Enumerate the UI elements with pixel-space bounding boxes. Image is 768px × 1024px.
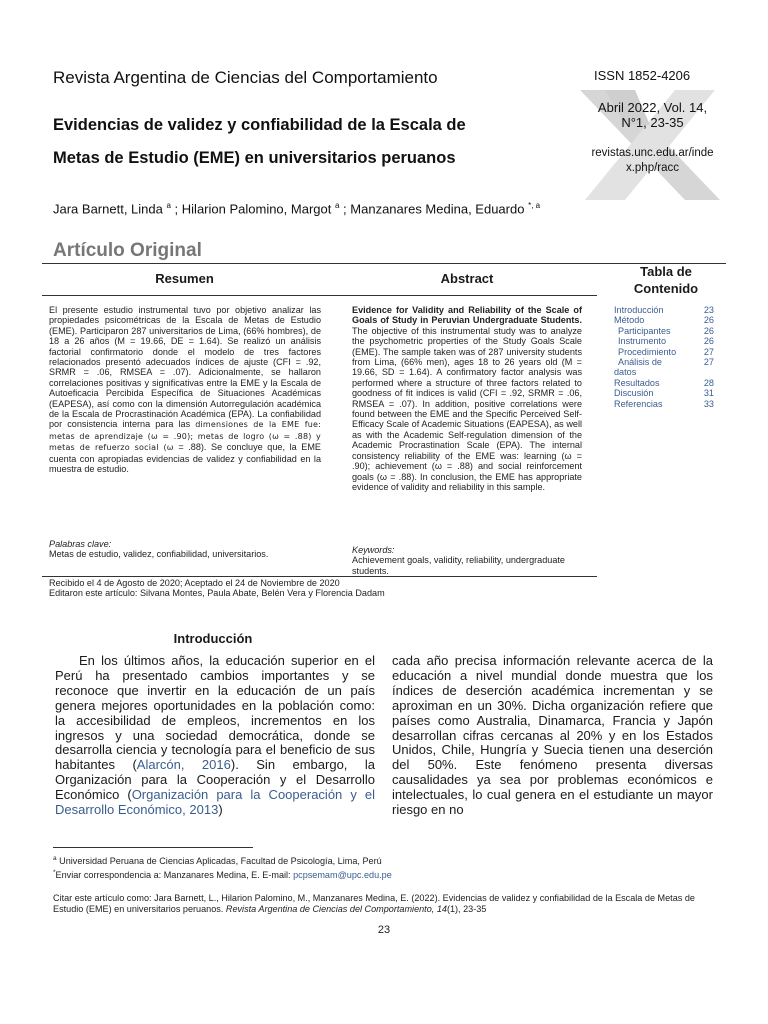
affiliation-mark: a bbox=[53, 855, 57, 862]
resumen-text bbox=[49, 305, 321, 475]
correspondence-footnote bbox=[53, 867, 713, 881]
correspondence-text: Enviar correspondencia a: Manzanares Medina, E. E-mail: bbox=[55, 870, 294, 881]
received-accepted: Recibido el 4 de Agosto de 2020; Aceptado el 24 de Noviembre de 2020 bbox=[49, 578, 340, 588]
toc-item-page: 31 bbox=[703, 388, 714, 399]
palabras-clave bbox=[49, 539, 321, 560]
editors: Editaron este artículo: Silvana Montes, Paula Abate, Belén Vera y Florencia Dadam bbox=[49, 588, 385, 599]
toc-item[interactable] bbox=[614, 336, 714, 346]
affiliation-footnote bbox=[53, 853, 713, 867]
issn: ISSN 1852-4206 bbox=[594, 68, 691, 83]
email-link[interactable]: pcpsemam@upc.edu.pe bbox=[293, 870, 392, 881]
author-1-affiliation: a bbox=[166, 201, 171, 210]
toc-item[interactable] bbox=[614, 399, 714, 409]
toc-heading-line1: Tabla de bbox=[640, 264, 692, 279]
intro-text: ). Sin embargo, la Organización para la Cooperación y el Desarrollo Económico ( bbox=[55, 757, 375, 803]
author-3-affiliation: *, a bbox=[528, 201, 541, 210]
toc-item[interactable] bbox=[614, 326, 714, 336]
journal-url[interactable] bbox=[570, 146, 735, 176]
keywords-list: Achievement goals, validity, reliability, undergraduate students. bbox=[352, 555, 565, 576]
toc-item-label: Participantes bbox=[618, 325, 671, 336]
abstract-title: Evidence for Validity and Reliability of the Scale of Goals of Study in Peruvian Undergraduate Students. bbox=[352, 305, 582, 326]
toc-item-label: Referencias bbox=[614, 398, 663, 409]
toc-item-page: 33 bbox=[703, 398, 714, 409]
citation-text: Citar este artículo como: Jara Barnett, L., Hilarion Palomino, M., Manzanares Medina, E. (2022). Evidencias de validez y confiabilidad de la Escala de Metas de Estudio (EME) en universitarios peruanos. bbox=[53, 893, 695, 915]
toc-item-page: 26 bbox=[703, 315, 714, 326]
footnotes bbox=[53, 853, 713, 882]
article-title bbox=[53, 109, 523, 175]
toc-item-label: Resultados bbox=[614, 377, 660, 388]
toc-item-label: Instrumento bbox=[618, 336, 667, 347]
resumen-heading: Resumen bbox=[155, 271, 214, 286]
footnote-rule bbox=[53, 847, 253, 848]
citation-link-ocde[interactable]: Organización para la Cooperación y el Desarrollo Económico, 2013 bbox=[55, 787, 375, 818]
toc-item-page: 27 bbox=[703, 357, 714, 368]
correspondence-mark: * bbox=[53, 869, 56, 877]
palabras-clave-label: Palabras clave: bbox=[49, 539, 112, 549]
toc-item-page: 23 bbox=[703, 305, 714, 315]
toc-item-page: 28 bbox=[703, 377, 714, 388]
toc-item-label: Método bbox=[614, 315, 645, 326]
toc-item-label: datos bbox=[614, 367, 637, 378]
author-1: Jara Barnett, Linda bbox=[53, 201, 163, 217]
article-title-line2: Metas de Estudio (EME) en universitarios peruanos bbox=[53, 149, 456, 167]
resumen-part2: dimensiones de la EME fue: metas de aprendizaje (ω = .90); metas de logro (ω = .88) y metas de refuerzo social (ω bbox=[49, 420, 322, 453]
citation-journal: Revista Argentina de Ciencias del Comportamiento, 14 bbox=[225, 904, 447, 915]
page-number: 23 bbox=[377, 924, 391, 936]
author-2-affiliation: a bbox=[334, 201, 340, 210]
intro-text: ) bbox=[218, 802, 223, 818]
toc-item-label: Análisis de bbox=[618, 357, 662, 368]
table-of-contents bbox=[614, 305, 714, 409]
palabras-clave-list: Metas de estudio, validez, confiabilidad, universitarios. bbox=[49, 549, 269, 560]
abstract-body: The objective of this instrumental study was to analyze the psychometric properties of the Study Goals Scale (EME). The sample taken was of 287 university students from Lima, (66% men), ages 18 to 26 years old (M = 19.66, SD = 1.64). A confirmatory factor analysis was performed where a structure of three factors related to goodness of fit indices is valid (CFI = .92, SRMR = .06, RMSEA = .07). In addition, positive correlations were found between the EME and the Specific Perceived Self-Efficacy Scale of Academic Situations (EAPESA), as well as with the Academic Self-regulation dimension of the Academic Procrastination Scale (EPA). The internal consistency reliability of the EME was: learning (ω = .90); achievement (ω = .88) and social reinforcement goals (ω = .88). In conclusion, the EME has appropriate evidence of validity and reliability in this sample. bbox=[352, 325, 582, 492]
issue-info bbox=[570, 100, 735, 130]
article-dates bbox=[49, 578, 689, 599]
toc-item-page: 26 bbox=[703, 325, 714, 336]
authors bbox=[53, 201, 540, 216]
citation-link-alarcon[interactable]: Alarcón, 2016 bbox=[136, 757, 231, 773]
intro-heading: Introducción bbox=[173, 631, 253, 646]
toc-item-label: Introducción bbox=[614, 305, 664, 315]
journal-url-line1: revistas.unc.edu.ar/inde bbox=[591, 147, 714, 159]
table-header-rule bbox=[42, 295, 597, 296]
citation-note bbox=[53, 893, 713, 916]
journal-title: Revista Argentina de Ciencias del Comportamiento bbox=[53, 68, 438, 87]
citation-issue: (1), 23-35 bbox=[446, 904, 487, 915]
article-type: Artículo Original bbox=[53, 240, 202, 261]
toc-item[interactable] bbox=[614, 305, 714, 315]
intro-column-2: cada año precisa información relevante acerca de la educación a nivel mundial donde muestra que los índices de deserción académica incrementan y se aproximan en un 30%. Dicha organización refiere que países como Australia, Dinamarca, Francia y Japón desarrollan cifras cercanas al 20% y en los Estados Unidos, Chile, Hungría y Suecia tienen una deserción del 50%. Este fenómeno presenta diversas causalidades ya sea por problemas económicos e intelectuales, lo cual genera en el estudiante un mayor riesgo en no bbox=[392, 653, 713, 818]
keywords bbox=[352, 545, 582, 576]
abstract-text bbox=[352, 305, 582, 492]
toc-item-label: Procedimiento bbox=[618, 346, 677, 357]
resumen-part3: = .88). Se concluye que, la EME cuenta con apropiadas evidencias de validez y confiabilidad en la muestra de estudio. bbox=[49, 442, 321, 475]
issue-volume: Abril 2022, Vol. 14, bbox=[597, 100, 708, 115]
toc-item[interactable] bbox=[614, 357, 714, 367]
intro-text: En los últimos años, la educación superior en el Perú ha presentado cambios importantes y se reconoce que invertir en la educación de un país genera mejores oportunidades en la población como: la accesibilidad de empleos, incrementos en los ingresos y una sociedad democrática, donde se desarrolla ciencia y tecnología para el beneficio de sus habitantes ( bbox=[55, 653, 375, 773]
toc-item-page: 27 bbox=[703, 346, 714, 357]
author-separator: ; bbox=[339, 201, 351, 217]
journal-url-line2: x.php/racc bbox=[625, 162, 680, 174]
author-separator: ; bbox=[170, 201, 182, 217]
keywords-label: Keywords: bbox=[352, 545, 395, 555]
toc-item[interactable] bbox=[614, 347, 714, 357]
issue-number: N°1, 23-35 bbox=[621, 115, 684, 130]
toc-item[interactable] bbox=[614, 367, 714, 377]
affiliation-text: Universidad Peruana de Ciencias Aplicadas, Facultad de Psicología, Lima, Perú bbox=[56, 856, 382, 867]
toc-item[interactable] bbox=[614, 315, 714, 325]
toc-item-label: Discusión bbox=[614, 388, 654, 399]
abstract-heading: Abstract bbox=[440, 271, 494, 286]
toc-item[interactable] bbox=[614, 378, 714, 388]
article-title-line1: Evidencias de validez y confiabilidad de la Escala de bbox=[53, 116, 466, 134]
toc-heading bbox=[600, 263, 732, 297]
toc-heading-line2: Contenido bbox=[633, 281, 699, 296]
author-3: Manzanares Medina, Eduardo bbox=[350, 201, 525, 217]
author-2: Hilarion Palomino, Margot bbox=[181, 201, 332, 217]
intro-column-1 bbox=[55, 654, 375, 818]
resumen-part1: El presente estudio instrumental tuvo por objetivo analizar las propiedades psicométricas de la Escala de Metas de Estudio (EME). Participaron 287 universitarios de Lima, (66% hombres), de 18 a 26 años (M = 19.66, DE = 1.64). Se realizó un análisis factorial confirmatorio donde el modelo de tres factores relacionados presentó adecuados índices de ajuste (CFI = .92, SRMR = .06, RMSEA = .07). Adicionalmente, se hallaron correlaciones positivas y significativas entre la EME y la Escala de Autoeficacia Percibida Específica de Situaciones Académicas (EAPESA), así como con la dimensión Autorregulación académica de la Escala de Procrastinación Académica (EPA). La confiabilidad por consistencia interna para las bbox=[49, 305, 321, 430]
toc-item-page: 26 bbox=[703, 336, 714, 347]
toc-item[interactable] bbox=[614, 388, 714, 398]
